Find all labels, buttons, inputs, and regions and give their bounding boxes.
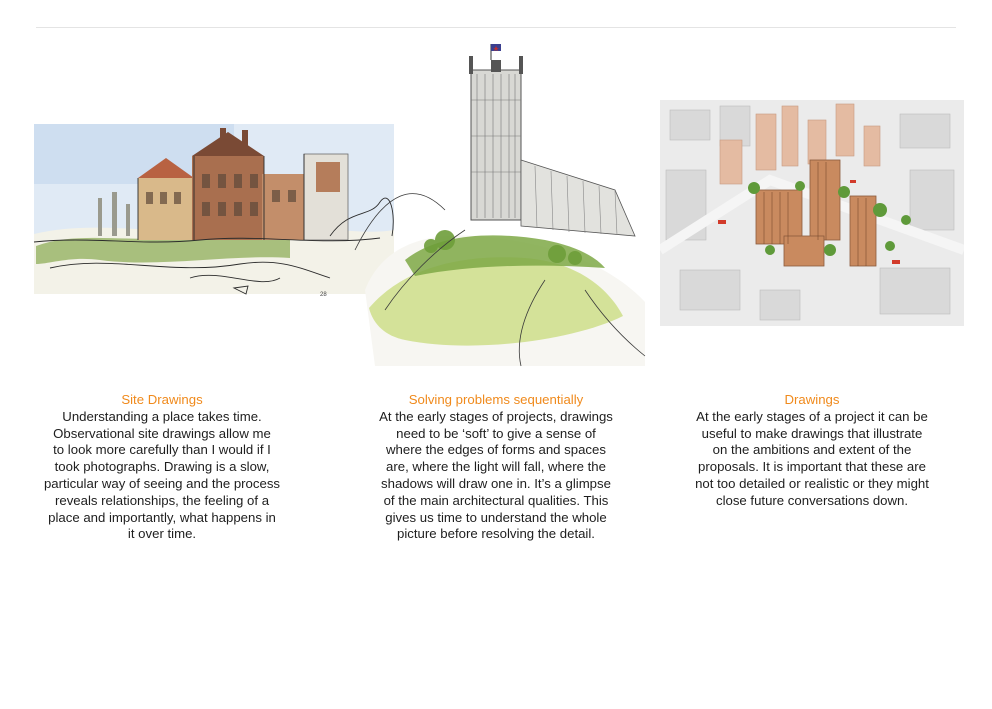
site-drawings-title: Site Drawings (121, 392, 203, 407)
drawings-column (672, 392, 952, 510)
solving-problems-description: At the early stages of projects, drawings need to be ‘soft’ to give a sense of where the edges of forms and spaces are, where the light will fall, where the shadows will draw one in. It’s a glimpse of the main architectural qualities. This gives us time to understand the whole picture before resolving the detail. (379, 408, 613, 542)
cathedral-perspective-sketch (345, 40, 655, 370)
solving-problems-title: Solving problems sequentially (408, 392, 584, 407)
solving-problems-column (356, 392, 636, 543)
drawings-description: At the early stages of a project it can be useful to make drawings that illustrate on the ambitions and extent of the proposals. It is important that these are not too detailed or realistic or they might close future conversations down. (695, 408, 929, 508)
site-drawings-column (24, 392, 300, 543)
site-drawings-description: Understanding a place takes time. Observational site drawings allow me to look more carefully than I would if I took photographs. Drawing is a slow, particular way of seeing and the process reveals relationships, the feeling of a place and importantly, what happens in it over time. (43, 408, 281, 542)
site-drawing-sketch (20, 118, 400, 308)
aerial-masterplan-sketch (660, 100, 964, 326)
top-divider (36, 27, 956, 28)
svg-text:28: 28 (320, 292, 327, 298)
drawings-title: Drawings (784, 392, 840, 407)
